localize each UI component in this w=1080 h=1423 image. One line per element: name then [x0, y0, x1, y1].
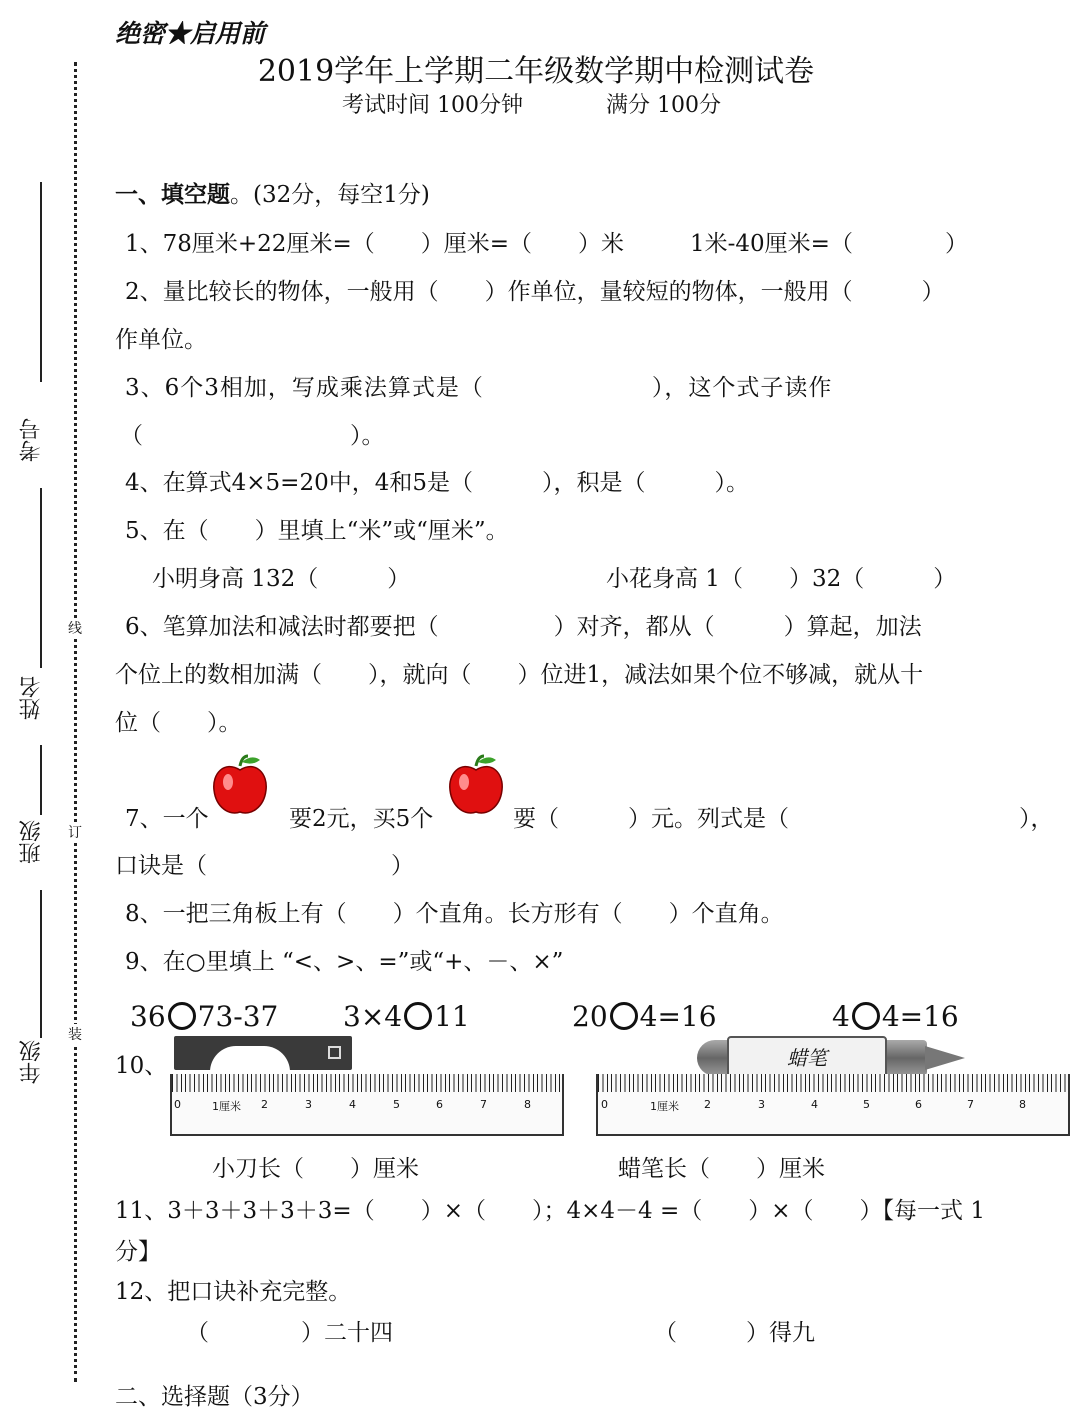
q5: 5、在（ ）里填上“米”或“厘米”。 — [125, 518, 509, 544]
exam-no-blank — [40, 182, 42, 382]
q9-item-2-right: 11 — [434, 1000, 470, 1033]
section1-heading-bold: 一、填空题 — [115, 181, 230, 208]
apple-icon — [446, 754, 506, 818]
page-title: 2019学年上学期二年级数学期中检测试卷 — [257, 54, 815, 89]
exam-no-label: 考号 — [19, 418, 44, 462]
q12-item-a: （ ）二十四 — [186, 1320, 393, 1346]
q9-item-3 — [572, 1000, 717, 1033]
ruler-left-label: 0 — [174, 1098, 181, 1111]
apple-icon — [210, 754, 270, 818]
section1-heading — [115, 176, 430, 209]
zhuang-label: 装 — [68, 1024, 82, 1044]
q9-item-2-left: 3×4 — [343, 1000, 403, 1033]
q10-knife-answer: 小刀长（ ）厘米 — [212, 1156, 419, 1182]
q8: 8、一把三角板上有（ ）个直角。长方形有（ ）个直角。 — [125, 901, 784, 927]
q7-line1 — [125, 800, 1054, 833]
section2-heading: 二、选择题（3分） — [115, 1384, 314, 1410]
ruler-left-label: 3 — [305, 1098, 312, 1111]
q1-part-a: 1、78厘米+22厘米=（ ）厘米=（ ）米 — [125, 231, 624, 257]
q1 — [125, 225, 968, 258]
q9-item-4-right: 4=16 — [881, 1000, 959, 1033]
grade-label: 年级 — [19, 1040, 44, 1084]
ding-label: 订 — [68, 822, 82, 842]
ruler-left-label: 1厘米 — [212, 1100, 241, 1113]
ruler-left-label: 4 — [349, 1098, 356, 1111]
q4: 4、在算式4×5=20中，4和5是（ ），积是（ ）。 — [125, 470, 749, 496]
ruler-right-label: 4 — [811, 1098, 818, 1111]
q9-item-3-left: 20 — [572, 1000, 608, 1033]
q12: 12、把口诀补充完整。 — [115, 1279, 352, 1305]
secret-label: 绝密★启用前 — [115, 19, 266, 48]
ruler-right-label: 0 — [601, 1098, 608, 1111]
q7-part1: 7、一个 — [125, 806, 209, 832]
q10-label: 10、 — [115, 1053, 168, 1079]
q3-line1: 3、6个3相加，写成乘法算式是（ ），这个式子读作 — [125, 375, 833, 401]
q2-line1: 2、量比较长的物体，一般用（ ）作单位，量较短的物体，一般用（ ） — [125, 279, 945, 305]
q9-item-2 — [343, 1000, 470, 1033]
q9-item-4-left: 4 — [832, 1000, 850, 1033]
q1-part-b: 1米-40厘米=（ ） — [690, 231, 968, 257]
q9-item-1 — [130, 1000, 278, 1033]
q11-line1: 11、3＋3＋3＋3＋3=（ ）×（ ）；4×4－4 =（ ）×（ ）【每一式 1 — [115, 1198, 985, 1224]
knife-image — [174, 1036, 352, 1070]
ruler-left-label: 6 — [436, 1098, 443, 1111]
binding-dotted-line — [74, 62, 77, 1382]
ruler-left-label: 7 — [480, 1098, 487, 1111]
q9-item-1-right: 73-37 — [197, 1000, 279, 1033]
ruler-left-label: 8 — [524, 1098, 531, 1111]
full-score: 满分 100分 — [606, 93, 721, 118]
q5-item-b: 小花身高 1（ ）32（ ） — [606, 566, 957, 592]
q9-item-3-right: 4=16 — [639, 1000, 717, 1033]
q9-item-4 — [832, 1000, 959, 1033]
grade-blank — [40, 890, 42, 1038]
answer-circle[interactable] — [610, 1002, 638, 1030]
q12-item-b: （ ）得九 — [654, 1320, 815, 1346]
q2-line2: 作单位。 — [115, 327, 207, 353]
q10-crayon-answer: 蜡笔长（ ）厘米 — [618, 1156, 825, 1182]
exam-time: 考试时间 100分钟 — [342, 93, 523, 118]
q6-line1: 6、笔算加法和减法时都要把（ ）对齐，都从（ ）算起，加法 — [125, 614, 922, 640]
ruler-right-label: 5 — [863, 1098, 870, 1111]
ruler-right-label: 8 — [1019, 1098, 1026, 1111]
class-blank — [40, 745, 42, 815]
crayon-label: 蜡笔 — [727, 1036, 887, 1080]
name-label: 姓名 — [19, 676, 44, 720]
ruler-left-label: 5 — [393, 1098, 400, 1111]
answer-circle[interactable] — [168, 1002, 196, 1030]
ruler-left-label: 2 — [261, 1098, 268, 1111]
q6-line2: 个位上的数相加满（ ），就向（ ）位进1，减法如果个位不够减，就从十 — [115, 662, 924, 688]
ruler-right-label: 7 — [967, 1098, 974, 1111]
q6-line3: 位（ ）。 — [115, 710, 242, 736]
ruler-right-label: 1厘米 — [650, 1100, 679, 1113]
ruler-right-label: 2 — [704, 1098, 711, 1111]
q7-line2: 口诀是（ ） — [115, 853, 414, 879]
q7-part3: 要（ ）元。列式是（ ）， — [513, 806, 1054, 832]
q9: 9、在○里填上 “<、>、=”或“+、－、×” — [125, 949, 564, 975]
q9-item-1-left: 36 — [130, 1000, 166, 1033]
class-label: 班级 — [19, 820, 44, 864]
name-blank — [40, 488, 42, 668]
answer-circle[interactable] — [852, 1002, 880, 1030]
answer-circle[interactable] — [404, 1002, 432, 1030]
ruler-right-label: 6 — [915, 1098, 922, 1111]
ruler-right-label: 3 — [758, 1098, 765, 1111]
q5-item-a: 小明身高 132（ ） — [152, 566, 411, 592]
q11-line2: 分】 — [115, 1239, 161, 1265]
xian-label: 线 — [68, 618, 82, 638]
q7-part2: 要2元，买5个 — [289, 806, 434, 832]
q5-items — [152, 560, 957, 593]
q3-line2: （ ）。 — [120, 423, 385, 449]
section1-heading-rest: 。(32分，每空1分) — [230, 182, 430, 208]
